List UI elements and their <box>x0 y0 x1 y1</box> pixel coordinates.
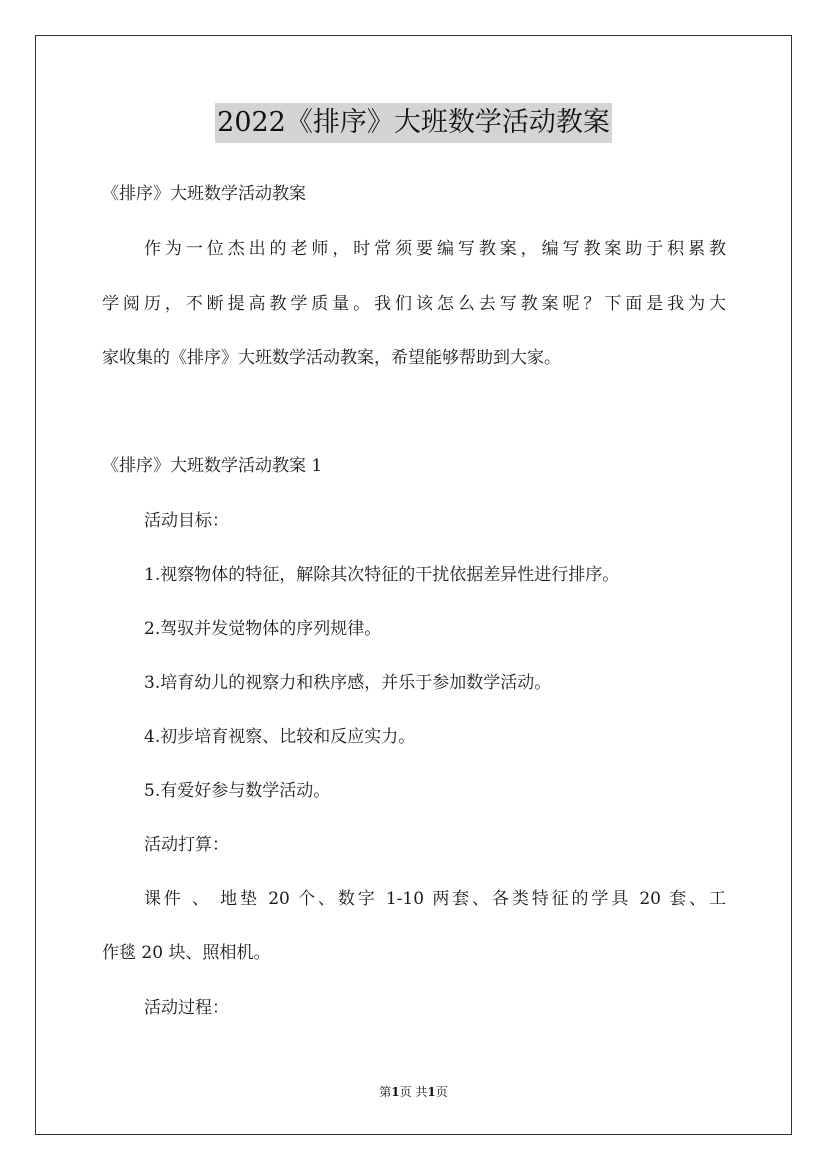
section-heading: 《排序》大班数学活动教案 1 <box>102 456 323 476</box>
goal-item: 5.有爱好参与数学活动。 <box>144 781 331 801</box>
intro-line-1: 作为一位杰出的老师，时常须要编写教案，编写教案助于积累教 <box>144 239 726 259</box>
goal-item: 1.视察物体的特征，解除其次特征的干扰依据差异性进行排序。 <box>144 565 620 585</box>
intro-line-3: 家收集的《排序》大班数学活动教案，希望能够帮助到大家。 <box>102 348 561 368</box>
prep-heading: 活动打算： <box>144 835 229 855</box>
goal-item: 4.初步培育视察、比较和反应实力。 <box>144 727 416 747</box>
goal-item: 3.培育幼儿的视察力和秩序感，并乐于参加数学活动。 <box>144 673 552 693</box>
prep-line-1: 课件 、 地垫 20 个、数字 1-10 两套、各类特征的学具 20 套、工 <box>144 889 726 909</box>
footer-mid: 页 共 <box>399 1085 428 1099</box>
footer-suffix: 页 <box>435 1085 448 1099</box>
document-title: 2022《排序》大班数学活动教案 <box>215 103 612 143</box>
page-footer <box>0 1084 827 1100</box>
footer-page-total: 1 <box>427 1085 436 1099</box>
goal-item: 2.驾驭并发觉物体的序列规律。 <box>144 619 382 639</box>
document-subtitle: 《排序》大班数学活动教案 <box>102 184 306 204</box>
title-container <box>0 103 827 143</box>
footer-prefix: 第 <box>379 1085 392 1099</box>
footer-page-current: 1 <box>391 1085 400 1099</box>
goals-heading: 活动目标： <box>144 511 229 531</box>
intro-line-2: 学阅历，不断提高教学质量。我们该怎么去写教案呢？下面是我为大 <box>102 294 726 314</box>
process-heading: 活动过程： <box>144 998 229 1018</box>
prep-line-2: 作毯 20 块、照相机。 <box>102 943 271 963</box>
